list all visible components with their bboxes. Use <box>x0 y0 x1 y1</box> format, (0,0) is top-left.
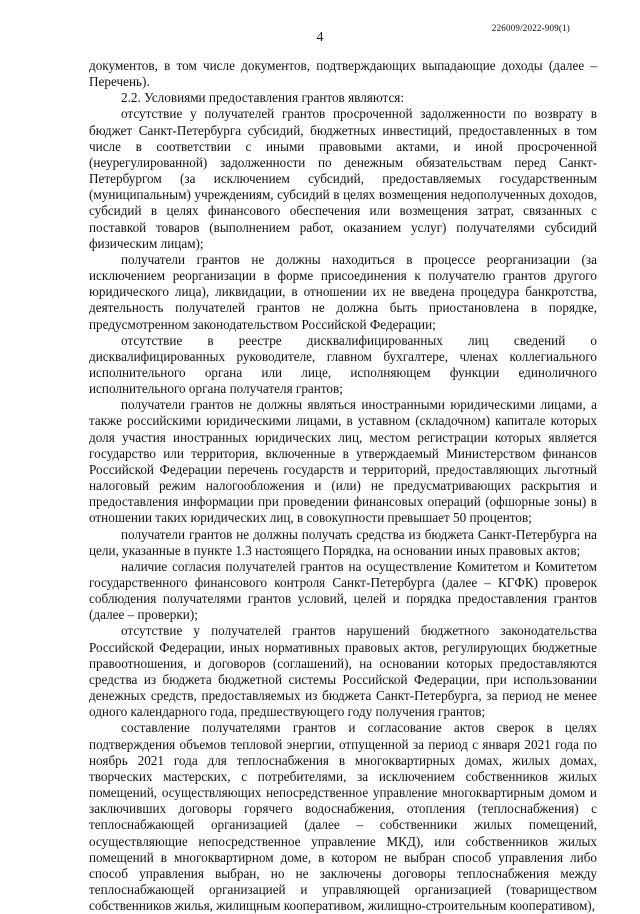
document-body <box>89 58 597 914</box>
paragraph: получатели грантов не должны являться иностранными юридическими лицами, а также российскими юридическими лицами, в уставном (складочном) капитале которых доля участия иностранных юридических лиц, местом регистрации которых является государство или территория, включенные в утверждаемый Министерством финансов Российской Федерации перечень государств и территорий, предоставляющих льготный налоговый режим налогообложения и (или) не предусматривающих раскрытия и предоставления информации при проведении финансовых операций (офшорные зоны) в отношении таких юридических лиц, в совокупности превышает 50 процентов; <box>89 397 597 526</box>
paragraph: получатели грантов не должны находиться в процессе реорганизации (за исключением реорганизации в форме присоединения к получателю грантов другого юридического лица), ликвидации, в отношении их не введена процедура банкротства, деятельность получателей грантов не должна быть приостановлена в порядке, предусмотренном законодательством Российской Федерации; <box>89 251 597 332</box>
paragraph: составление получателями грантов и согласование актов сверок в целях подтверждения объемов тепловой энергии, отпущенной за период с января 2021 года по ноябрь 2021 года для теплоснабжения в многоквартирных домах, жилых домах, творческих мастерских, с потребителями, за исключением собственников жилых помещений, осуществляющих непосредственное управление многоквартирным домом и заключивших договоры горячего водоснабжения, отопления (теплоснабжения) с теплоснабжающей организацией (далее – собственники жилых помещений, осуществляющие непосредственное управление МКД), или собственников жилых помещений в многоквартирном доме, в котором не выбран способ управления либо способ управления выбран, но не заключены договоры теплоснабжения между теплоснабжающей организацией и управляющей организацией (товариществом собственников жилья, жилищным кооперативом, жилищно-строительным кооперативом), <box>89 720 597 914</box>
paragraph: наличие согласия получателей грантов на осуществление Комитетом и Комитетом государственного финансового контроля Санкт-Петербурга (далее – КГФК) проверок соблюдения получателями грантов условий, целей и порядка предоставления грантов (далее – проверки); <box>89 558 597 623</box>
paragraph: получатели грантов не должны получать средства из бюджета Санкт-Петербурга на цели, указанные в пункте 1.3 настоящего Порядка, на основании иных правовых актов; <box>89 526 597 558</box>
paragraph: отсутствие у получателей грантов просроченной задолженности по возврату в бюджет Санкт-Петербурга субсидий, бюджетных инвестиций, предоставленных в том числе в соответствии с иными правовыми актами, и иной просроченной (неурегулированной) задолженности по денежным обязательствам перед Санкт-Петербургом (за исключением субсидий, предоставляемых государственным (муниципальным) учреждениям, субсидий в целях возмещения недополученных доходов, субсидий в целях финансового обеспечения или возмещения затрат, связанных с поставкой товаров (выполнением работ, оказанием услуг) получателями субсидий физическим лицам); <box>89 106 597 251</box>
paragraph: документов, в том числе документов, подтверждающих выпадающие доходы (далее – Перечень). <box>89 58 597 90</box>
page-number: 4 <box>316 30 324 45</box>
document-registration-number: 226009/2022-909(1) <box>491 23 570 33</box>
paragraph: отсутствие в реестре дисквалифицированных лиц сведений о дисквалифицированных руководителе, главном бухгалтере, членах коллегиального исполнительного органа или лице, исполняющем функции единоличного исполнительного органа получателя грантов; <box>89 332 597 397</box>
paragraph: отсутствие у получателей грантов нарушений бюджетного законодательства Российской Федерации, иных нормативных правовых актов, регулирующих бюджетные правоотношения, и договоров (соглашений), на основании которых предоставляются средства из бюджета бюджетной системы Российской Федерации, при использовании денежных средств, предоставляемых из бюджета Санкт-Петербурга, за период не менее одного календарного года, предшествующего году получения грантов; <box>89 623 597 720</box>
paragraph: 2.2. Условиями предоставления грантов являются: <box>121 90 405 106</box>
